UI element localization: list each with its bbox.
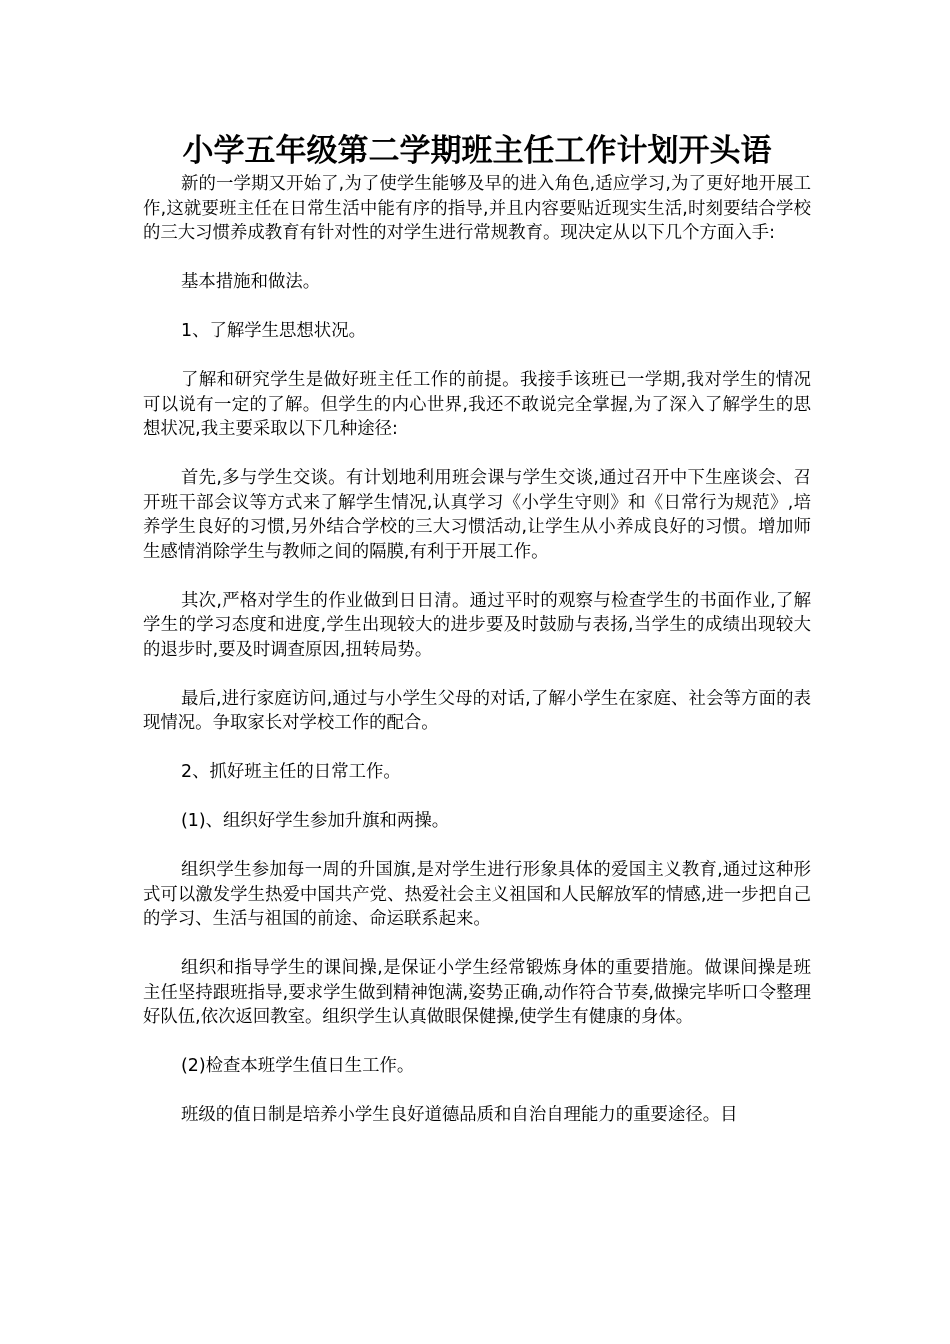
paragraph-section-2-heading: 2、抓好班主任的日常工作。 bbox=[181, 762, 401, 782]
paragraph-spacer bbox=[143, 295, 811, 320]
paragraph-intro: 新的一学期又开始了,为了使学生能够及早的进入角色,适应学习,为了更好地开展工作,这就要班主任在日常生活中能有序的指导,并且内容要贴近现实生活,时刻要结合学校的三大习惯养成教育有针对性的对学生进行常规教育。现决定从以下几个方面入手: bbox=[143, 174, 811, 243]
paragraph-exercises: 组织和指导学生的课间操,是保证小学生经常锻炼身体的重要措施。做课间操是班主任坚持跟班指导,要求学生做到精神饱满,姿势正确,动作符合节奏,做操完毕听口令整理好队伍,依次返回教室。组织学生认真做眼保健操,使学生有健康的身体。 bbox=[143, 958, 811, 1027]
paragraph-subsection-1-heading: (1)、组织好学生参加升旗和两操。 bbox=[181, 811, 450, 831]
paragraph-spacer bbox=[143, 344, 811, 369]
paragraph-last: 最后,进行家庭访问,通过与小学生父母的对话,了解小学生在家庭、社会等方面的表现情况。争取家长对学校工作的配合。 bbox=[143, 688, 811, 733]
paragraph-understand-students: 了解和研究学生是做好班主任工作的前提。我接手该班已一学期,我对学生的情况可以说有一定的了解。但学生的内心世界,我还不敢说完全掌握,为了深入了解学生的思想状况,我主要采取以下几种途径: bbox=[143, 370, 811, 439]
paragraph-duty-system: 班级的值日制是培养小学生良好道德品质和自治自理能力的重要途径。目 bbox=[181, 1105, 738, 1125]
paragraph-first: 首先,多与学生交谈。有计划地利用班会课与学生交谈,通过召开中下生座谈会、召开班干部会议等方式来了解学生情况,认真学习《小学生守则》和《日常行为规范》,培养学生良好的习惯,另外结合学校的三大习惯活动,让学生从小养成良好的习惯。增加师生感情消除学生与教师之间的隔膜,有利于开展工作。 bbox=[143, 468, 811, 562]
paragraph-spacer bbox=[143, 442, 811, 467]
paragraph-spacer bbox=[143, 1079, 811, 1104]
paragraph-subsection-2-heading: (2)检查本班学生值日生工作。 bbox=[181, 1056, 415, 1076]
paragraph-spacer bbox=[143, 246, 811, 271]
document-title: 小学五年级第二学期班主任工作计划开头语 bbox=[182, 133, 772, 169]
document-page bbox=[143, 130, 811, 1128]
paragraph-spacer bbox=[143, 736, 811, 761]
paragraph-second: 其次,严格对学生的作业做到日日清。通过平时的观察与检查学生的书面作业,了解学生的学习态度和进度,学生出现较大的进步要及时鼓励与表扬,当学生的成绩出现较大的退步时,要及时调查原因,扭转局势。 bbox=[143, 590, 811, 660]
paragraph-spacer bbox=[143, 662, 811, 687]
paragraph-spacer bbox=[143, 1030, 811, 1055]
paragraph-spacer bbox=[143, 834, 811, 859]
paragraph-spacer bbox=[143, 785, 811, 810]
paragraph-spacer bbox=[143, 564, 811, 589]
paragraph-measures-heading: 基本措施和做法。 bbox=[181, 272, 321, 292]
paragraph-section-1-heading: 1、了解学生思想状况。 bbox=[181, 321, 366, 341]
paragraph-flag-raising: 组织学生参加每一周的升国旗,是对学生进行形象具体的爱国主义教育,通过这种形式可以激发学生热爱中国共产党、热爱社会主义祖国和人民解放军的情感,进一步把自己的学习、生活与祖国的前途、命运联系起来。 bbox=[143, 860, 811, 929]
paragraph-spacer bbox=[143, 932, 811, 957]
